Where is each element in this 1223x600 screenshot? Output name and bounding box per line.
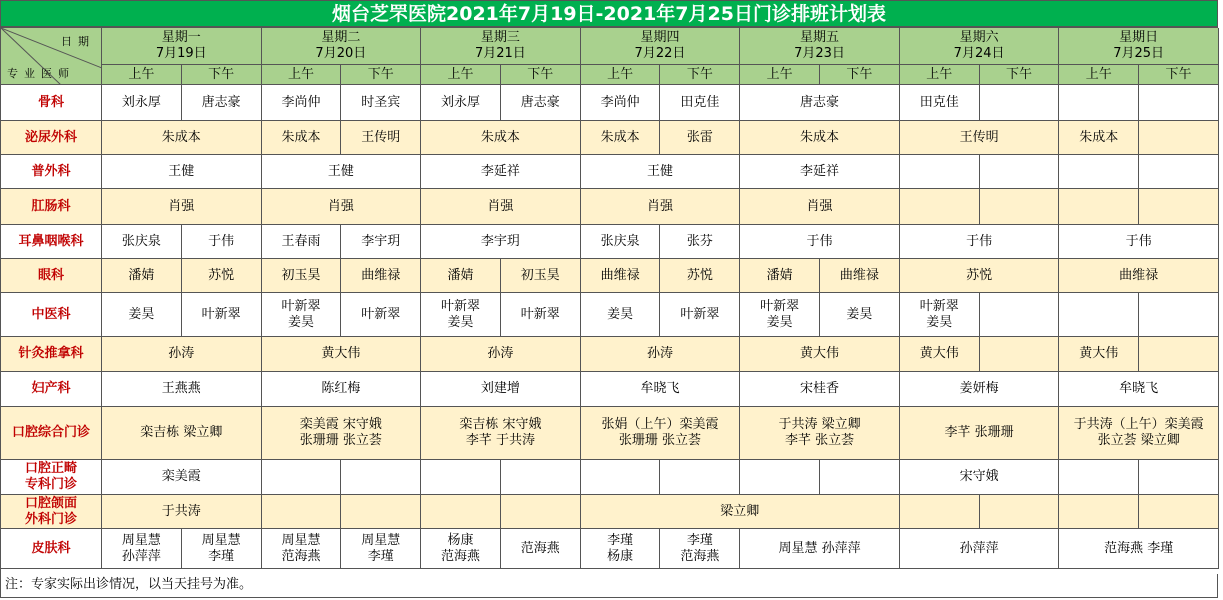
schedule-cell: 李延祥: [421, 155, 581, 189]
pm-header: 下午: [820, 65, 900, 85]
schedule-cell: 潘婧: [421, 259, 501, 293]
schedule-cell: [660, 460, 740, 495]
schedule-cell: 姜昊: [581, 293, 661, 337]
schedule-cell: 黄大伟: [740, 337, 900, 372]
schedule-cell: 时圣宾: [341, 85, 421, 121]
schedule-cell: 孙萍萍: [900, 529, 1060, 569]
schedule-cell: 范海燕: [501, 529, 581, 569]
schedule-cell: [820, 460, 900, 495]
department-label: 口腔正畸 专科门诊: [1, 460, 102, 495]
schedule-cell: [262, 460, 342, 495]
schedule-cell: 唐志豪: [740, 85, 900, 121]
schedule-cell: 田克佳: [660, 85, 740, 121]
schedule-cell: [1059, 189, 1139, 225]
day-header: [581, 28, 741, 65]
footnote: 注：专家实际出诊情况，以当天挂号为准。: [0, 574, 1218, 598]
schedule-cell: 肖强: [581, 189, 741, 225]
schedule-cell: [1139, 155, 1219, 189]
schedule-cell: [341, 495, 421, 529]
schedule-cell: [980, 337, 1060, 372]
schedule-cell: 刘永厚: [421, 85, 501, 121]
schedule-cell: 初玉昊: [501, 259, 581, 293]
schedule-cell: [1139, 337, 1219, 372]
schedule-cell: [980, 85, 1060, 121]
schedule-cell: 肖强: [102, 189, 262, 225]
schedule-cell: 李宇玥: [421, 225, 581, 259]
schedule-cell: 苏悦: [182, 259, 262, 293]
schedule-cell: [980, 293, 1060, 337]
schedule-cell: 于共涛 梁立卿 李芊 张立荟: [740, 407, 900, 460]
schedule-cell: [1139, 293, 1219, 337]
schedule-cell: 肖强: [421, 189, 581, 225]
department-label: 针灸推拿科: [1, 337, 102, 372]
schedule-cell: 曲维禄: [341, 259, 421, 293]
department-label: 肛肠科: [1, 189, 102, 225]
department-label: 耳鼻咽喉科: [1, 225, 102, 259]
schedule-cell: 牟晓飞: [581, 372, 741, 407]
schedule-cell: 朱成本: [740, 121, 900, 155]
schedule-cell: 朱成本: [102, 121, 262, 155]
schedule-cell: 王健: [581, 155, 741, 189]
schedule-cell: 叶新翠 姜昊: [262, 293, 342, 337]
date-label: 7月25日: [1113, 46, 1165, 61]
schedule-cell: 栾吉栋 梁立卿: [102, 407, 262, 460]
schedule-cell: 潘婧: [102, 259, 182, 293]
day-header: [1059, 28, 1219, 65]
schedule-cell: 于共涛: [102, 495, 262, 529]
schedule-cell: 姜妍梅: [900, 372, 1060, 407]
department-label: 口腔颌面 外科门诊: [1, 495, 102, 529]
schedule-cell: [262, 495, 342, 529]
schedule-cell: [581, 460, 661, 495]
schedule-cell: 叶新翠: [182, 293, 262, 337]
date-label: 7月24日: [953, 46, 1005, 61]
schedule-cell: 肖强: [262, 189, 422, 225]
schedule-cell: 于伟: [1059, 225, 1219, 259]
department-label: 泌尿外科: [1, 121, 102, 155]
pm-header: 下午: [980, 65, 1060, 85]
schedule-cell: 王健: [102, 155, 262, 189]
schedule-cell: 张芬: [660, 225, 740, 259]
schedule-cell: 刘永厚: [102, 85, 182, 121]
schedule-cell: [980, 189, 1060, 225]
schedule-table: [0, 27, 1218, 574]
schedule-cell: 梁立卿: [581, 495, 900, 529]
schedule-cell: 曲维禄: [820, 259, 900, 293]
schedule-cell: 李延祥: [740, 155, 900, 189]
schedule-cell: 叶新翠: [660, 293, 740, 337]
schedule-cell: 孙涛: [102, 337, 262, 372]
schedule-title: 烟台芝罘医院2021年7月19日-2021年7月25日门诊排班计划表: [0, 0, 1218, 27]
schedule-cell: 于伟: [740, 225, 900, 259]
schedule-cell: 张娟（上午）栾美霞 张珊珊 张立荟: [581, 407, 741, 460]
corner-doctor-label: 专业医师: [7, 67, 75, 80]
schedule-cell: 苏悦: [660, 259, 740, 293]
schedule-cell: 杨康 范海燕: [421, 529, 501, 569]
schedule-cell: 李芊 张珊珊: [900, 407, 1060, 460]
date-label: 7月21日: [474, 46, 526, 61]
schedule-cell: 曲维禄: [1059, 259, 1219, 293]
schedule-cell: [421, 495, 501, 529]
schedule-cell: 曲维禄: [581, 259, 661, 293]
department-label: 口腔综合门诊: [1, 407, 102, 460]
schedule-cell: 张雷: [660, 121, 740, 155]
day-header: [262, 28, 422, 65]
schedule-cell: [1139, 189, 1219, 225]
schedule-cell: 叶新翠 姜昊: [740, 293, 820, 337]
schedule-cell: 于共涛（上午）栾美霞 张立荟 梁立卿: [1059, 407, 1219, 460]
weekday-label: 星期日: [1119, 30, 1159, 45]
pm-header: 下午: [660, 65, 740, 85]
department-label: 眼科: [1, 259, 102, 293]
schedule-cell: [1139, 121, 1219, 155]
schedule-cell: [980, 495, 1060, 529]
day-header: [900, 28, 1060, 65]
schedule-cell: 肖强: [740, 189, 900, 225]
schedule-cell: 唐志豪: [182, 85, 262, 121]
schedule-cell: 宋桂香: [740, 372, 900, 407]
date-label: 7月20日: [315, 46, 367, 61]
schedule-cell: 朱成本: [581, 121, 661, 155]
day-header: [740, 28, 900, 65]
schedule-cell: 朱成本: [1059, 121, 1139, 155]
schedule-cell: 朱成本: [262, 121, 342, 155]
department-label: 皮肤科: [1, 529, 102, 569]
department-label: 骨科: [1, 85, 102, 121]
schedule-cell: 孙涛: [421, 337, 581, 372]
department-label: 中医科: [1, 293, 102, 337]
schedule-cell: 于伟: [182, 225, 262, 259]
schedule-cell: 刘建增: [421, 372, 581, 407]
schedule-cell: [1059, 293, 1139, 337]
schedule-cell: 黄大伟: [262, 337, 422, 372]
header-corner: [1, 28, 102, 85]
pm-header: 下午: [501, 65, 581, 85]
weekday-label: 星期五: [800, 30, 840, 45]
schedule-cell: 李尚仲: [262, 85, 342, 121]
date-label: 7月22日: [634, 46, 686, 61]
pm-header: 下午: [341, 65, 421, 85]
schedule-cell: [341, 460, 421, 495]
schedule-cell: [1139, 495, 1219, 529]
day-header: [421, 28, 581, 65]
schedule-cell: 初玉昊: [262, 259, 342, 293]
schedule-cell: 陈红梅: [262, 372, 422, 407]
weekday-label: 星期三: [480, 30, 520, 45]
am-header: 上午: [262, 65, 342, 85]
schedule-cell: [980, 155, 1060, 189]
schedule-cell: 姜昊: [102, 293, 182, 337]
schedule-cell: [900, 189, 980, 225]
schedule-cell: [900, 155, 980, 189]
weekday-label: 星期一: [161, 30, 201, 45]
schedule-cell: 叶新翠: [501, 293, 581, 337]
am-header: 上午: [740, 65, 820, 85]
schedule-cell: 苏悦: [900, 259, 1060, 293]
schedule-cell: 黄大伟: [1059, 337, 1139, 372]
schedule-cell: 唐志豪: [501, 85, 581, 121]
schedule-cell: 李宇玥: [341, 225, 421, 259]
schedule-cell: [1139, 85, 1219, 121]
schedule-cell: 田克佳: [900, 85, 980, 121]
schedule-cell: [1059, 155, 1139, 189]
schedule-cell: 姜昊: [820, 293, 900, 337]
schedule-cell: 潘婧: [740, 259, 820, 293]
am-header: 上午: [900, 65, 980, 85]
department-label: 妇产科: [1, 372, 102, 407]
weekday-label: 星期六: [959, 30, 999, 45]
weekday-label: 星期二: [321, 30, 361, 45]
schedule-cell: 王健: [262, 155, 422, 189]
schedule-cell: 栾美霞 宋守娥 张珊珊 张立荟: [262, 407, 422, 460]
schedule-cell: 王春雨: [262, 225, 342, 259]
schedule-cell: [740, 460, 820, 495]
schedule-cell: [421, 460, 501, 495]
schedule-cell: 王燕燕: [102, 372, 262, 407]
schedule-cell: 范海燕 李瑾: [1059, 529, 1219, 569]
schedule-cell: [1059, 85, 1139, 121]
schedule-cell: 李瑾 范海燕: [660, 529, 740, 569]
schedule-cell: 周星慧 李瑾: [182, 529, 262, 569]
schedule-cell: 栾吉栋 宋守娥 李芊 于共涛: [421, 407, 581, 460]
schedule-cell: 孙涛: [581, 337, 741, 372]
weekday-label: 星期四: [640, 30, 680, 45]
schedule-cell: [501, 495, 581, 529]
schedule-cell: 宋守娥: [900, 460, 1060, 495]
schedule-cell: 于伟: [900, 225, 1060, 259]
schedule-cell: [1139, 460, 1219, 495]
date-label: 7月19日: [155, 46, 207, 61]
schedule-cell: 周星慧 孙萍萍: [102, 529, 182, 569]
schedule-cell: 李尚仲: [581, 85, 661, 121]
am-header: 上午: [1059, 65, 1139, 85]
schedule-cell: 叶新翠 姜昊: [421, 293, 501, 337]
schedule-cell: 王传明: [341, 121, 421, 155]
schedule-cell: [1059, 495, 1139, 529]
am-header: 上午: [102, 65, 182, 85]
date-label: 7月23日: [794, 46, 845, 61]
schedule-cell: 周星慧 李瑾: [341, 529, 421, 569]
schedule-cell: 栾美霞: [102, 460, 262, 495]
schedule-cell: 李瑾 杨康: [581, 529, 661, 569]
schedule-cell: [1059, 460, 1139, 495]
schedule-cell: [501, 460, 581, 495]
day-header: [102, 28, 262, 65]
schedule-cell: 朱成本: [421, 121, 581, 155]
schedule-cell: 王传明: [900, 121, 1060, 155]
schedule-cell: 张庆泉: [581, 225, 661, 259]
am-header: 上午: [421, 65, 501, 85]
schedule-cell: 叶新翠: [341, 293, 421, 337]
schedule-cell: 牟晓飞: [1059, 372, 1219, 407]
pm-header: 下午: [182, 65, 262, 85]
schedule-cell: 周星慧 范海燕: [262, 529, 342, 569]
schedule-cell: 周星慧 孙萍萍: [740, 529, 900, 569]
schedule-cell: 黄大伟: [900, 337, 980, 372]
schedule-cell: [900, 495, 980, 529]
department-label: 普外科: [1, 155, 102, 189]
am-header: 上午: [581, 65, 661, 85]
pm-header: 下午: [1139, 65, 1219, 85]
corner-date-label: 日期: [61, 35, 95, 48]
schedule-cell: 叶新翠 姜昊: [900, 293, 980, 337]
schedule-cell: 张庆泉: [102, 225, 182, 259]
